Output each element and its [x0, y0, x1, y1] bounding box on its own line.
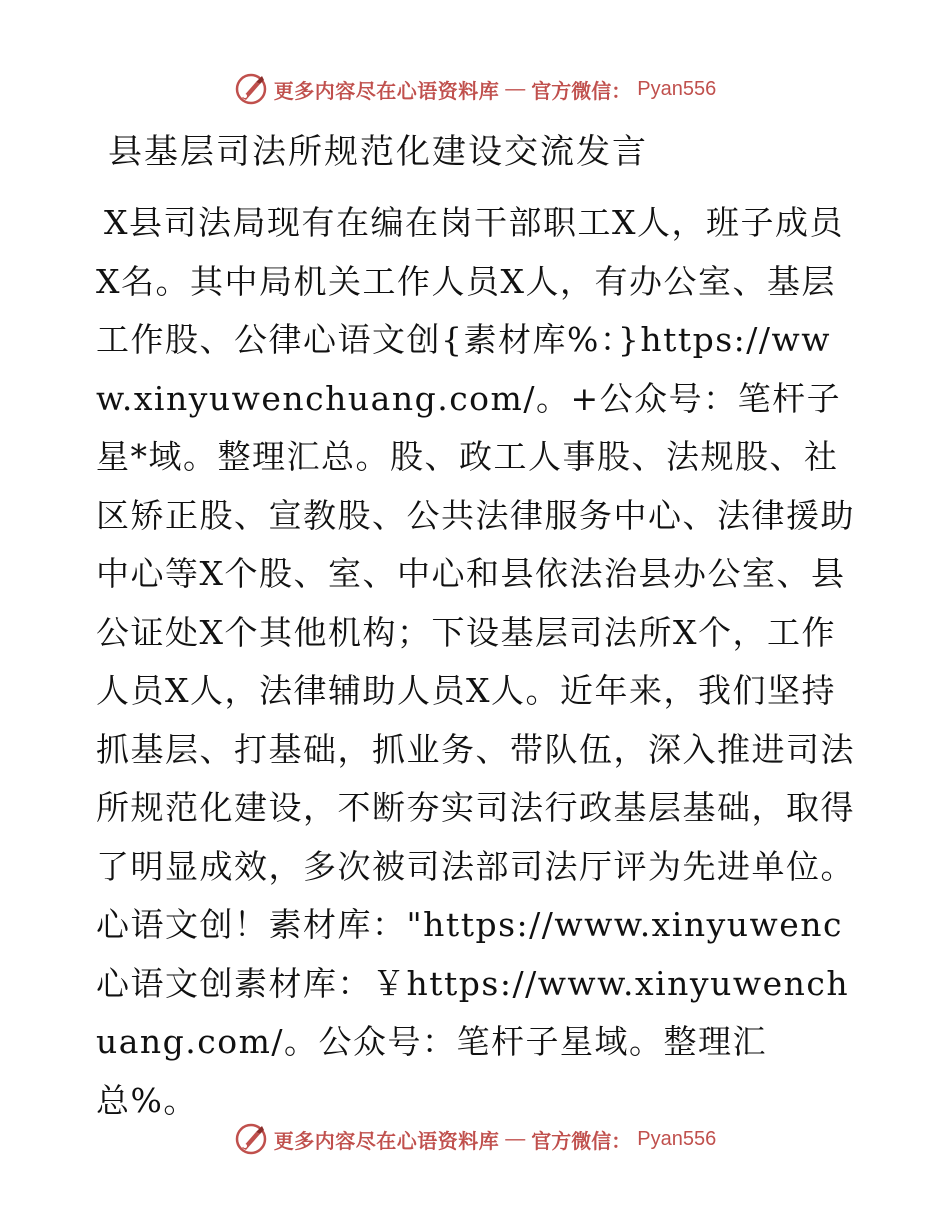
banner-separator: —	[505, 1127, 526, 1150]
document-paragraph: X县司法局现有在编在岗干部职工X人，班子成员X名。其中局机关工作人员X人，有办公室、基层工作股、公律心语文创{素材库%：}https://www.xinyuwenchuang.com/。+公众号：笔杆子星*域。整理汇总。股、政工人事股、法规股、社区矫正股、宣教股、公共法律服务中心、法律援助中心等X个股、室、中心和县依法治县办公室、县公证处X个其他机构；下设基层司法所X个，工作人员X人，法律辅助人员X人。近年来，我们坚持抓基层、打基础，抓业务、带队伍，深入推进司法所规范化建设，不断夯实司法行政基层基础，取得了明显成效，多次被司法部司法厅评为先进单位。心语文创！素材库："https://www.xinyuwenc心语文创素材库：￥https://www.xinyuwenchuang.com/。公众号：笔杆子星域。整理汇总%。	[96, 203, 855, 1120]
banner-wechat-label: 官方微信：	[531, 1128, 632, 1153]
banner-slogan: 更多内容尽在心语资料库	[273, 78, 500, 103]
banner-wechat-id: Pyan556	[637, 1127, 717, 1150]
banner-separator: —	[505, 77, 526, 100]
banner-wechat-label: 官方微信：	[531, 78, 632, 103]
quill-pen-logo-icon	[234, 1122, 268, 1156]
footer-banner	[0, 1122, 950, 1156]
banner-wechat-id: Pyan556	[637, 77, 717, 100]
quill-pen-logo-icon	[234, 72, 268, 106]
document-title: 县基层司法所规范化建设交流发言	[108, 132, 648, 172]
banner-slogan: 更多内容尽在心语资料库	[273, 1128, 500, 1153]
header-banner	[0, 72, 950, 106]
